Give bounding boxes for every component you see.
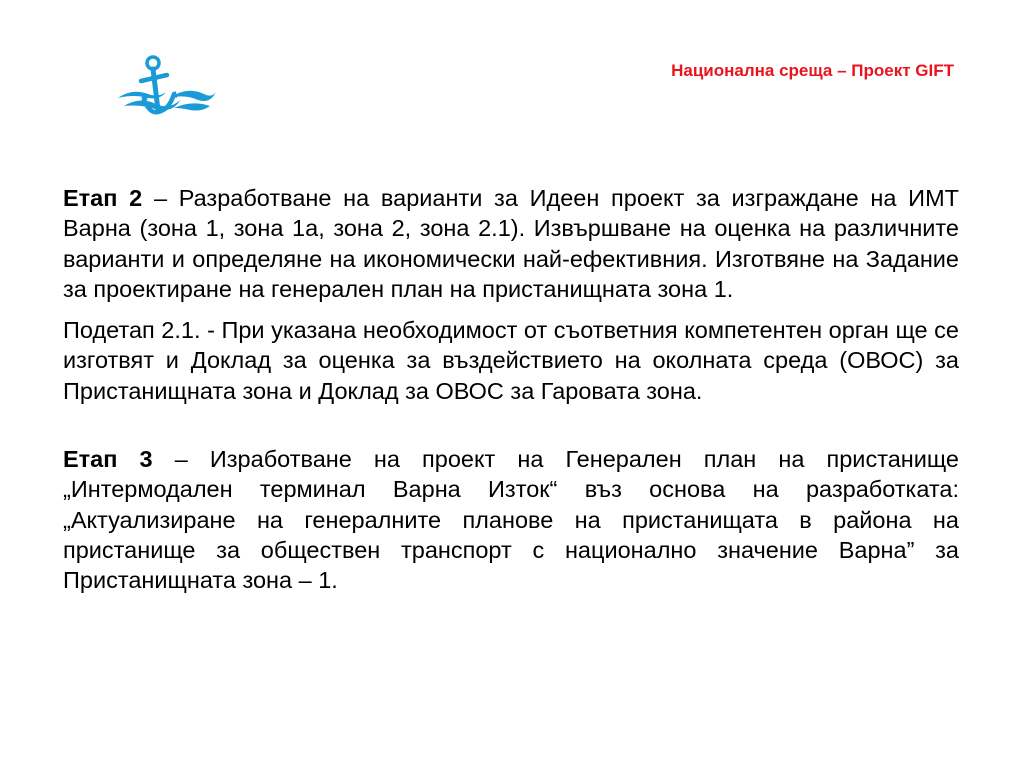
- stage-2-label: Етап 2: [63, 185, 143, 211]
- stage-2-text: – Разработване на варианти за Идеен проект за изграждане на ИМТ Варна (зона 1, зона 1а, зона 2, зона 2.1). Извършване на оценка на различните варианти и определяне на икономически най-ефективния. Изготвяне на Задание за проектиране на генерален план на пристанищната зона 1.: [63, 185, 959, 302]
- stage-3-paragraph: [63, 444, 959, 595]
- stage-3-label: Етап 3: [63, 446, 153, 473]
- substage-2-1-paragraph: Подетап 2.1. - При указана необходимост от съответния компетентен орган ще се изготвят и Доклад за оценка за въздействието на околната среда (ОВОС) за Пристанищната зона и Доклад за ОВОС за Гаровата зона.: [63, 317, 959, 404]
- anchor-wave-logo: [114, 54, 218, 126]
- stage-3-text: – Изработване на проект на Генерален план на пристанище „Интермодален терминал Варна Изток“ въз основа на разработката: „Актуализиране на генералните планове на пристанищата в района на пристанище за обществен транспорт с национално значение Варна” за Пристанищната зона – 1.: [63, 446, 960, 594]
- header-title: Национална среща – Проект GIFT: [671, 61, 954, 80]
- slide-body: [63, 183, 959, 596]
- stage-2-paragraph: [63, 183, 959, 304]
